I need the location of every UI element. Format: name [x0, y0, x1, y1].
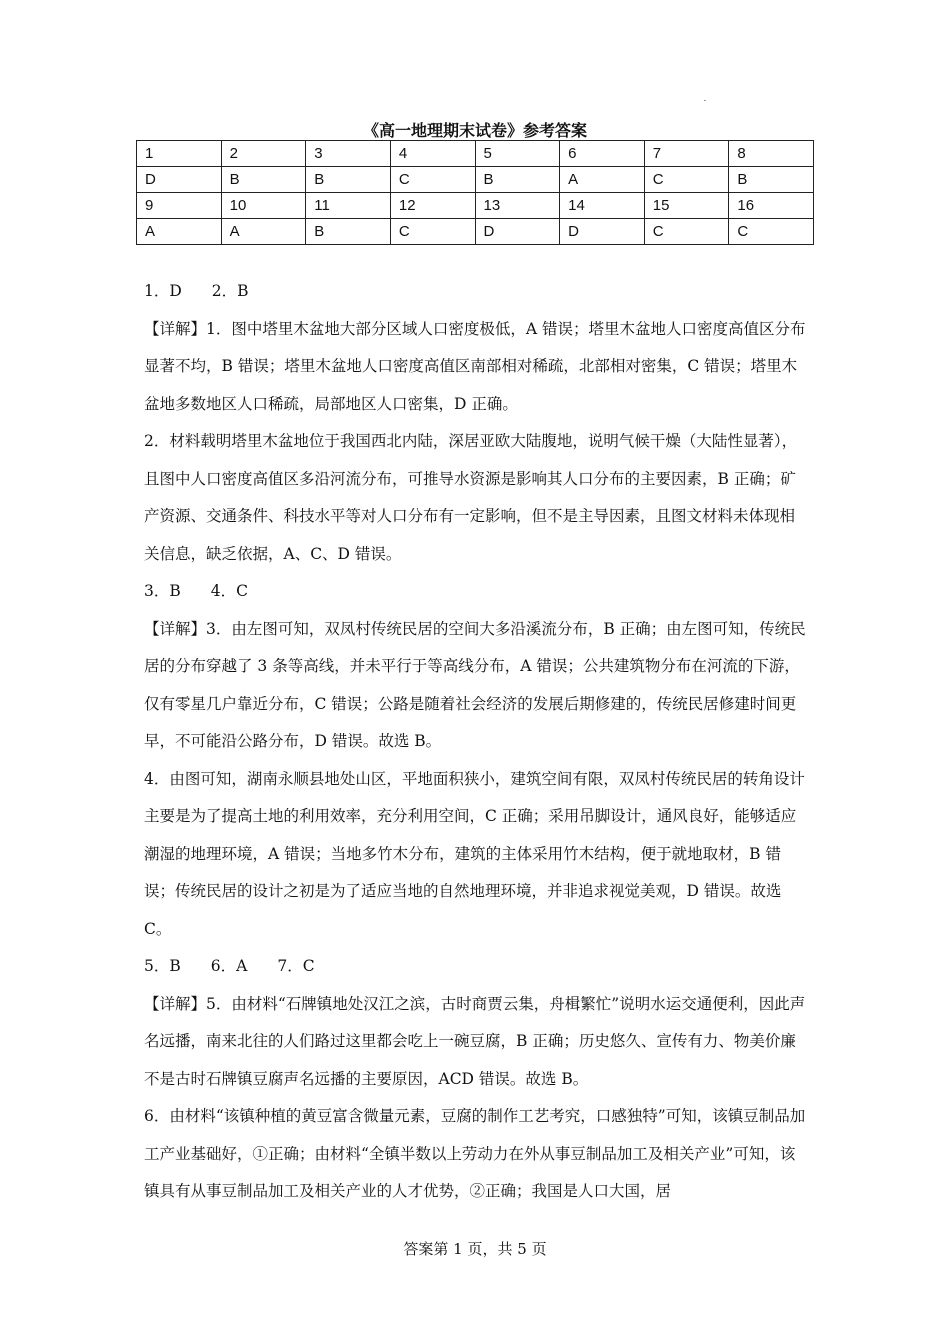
- explanation-paragraph: 【详解】3．由左图可知，双凤村传统民居的空间大多沿溪流分布，B 正确；由左图可知，传统民居的分布穿越了 3 条等高线，并未平行于等高线分布，A 错误；公共建筑物分布在河流的下游，仅有零星几户靠近分布，C 错误；公路是随着社会经济的发展后期修建的，传统民居修建时间更早，不可能沿公路分布，D 错误。故选 B。: [144, 619, 806, 750]
- table-cell: 16: [729, 193, 814, 219]
- scan-mark: [704, 100, 706, 101]
- table-cell: 12: [390, 193, 475, 219]
- table-cell: B: [221, 167, 306, 193]
- answer-item: 1．D: [144, 282, 182, 300]
- answer-summary-line: [144, 273, 810, 311]
- table-cell: 2: [221, 141, 306, 167]
- table-cell: 7: [644, 141, 729, 167]
- answer-key-table: [136, 140, 814, 245]
- table-cell: C: [729, 219, 814, 245]
- table-cell: C: [644, 167, 729, 193]
- answer-summary-line: [144, 948, 810, 986]
- table-cell: 10: [221, 193, 306, 219]
- table-row-question-numbers: [137, 193, 814, 219]
- explanation-paragraph: 2．材料载明塔里木盆地位于我国西北内陆，深居亚欧大陆腹地，说明气候干燥（大陆性显著），且图中人口密度高值区多沿河流分布，可推导水资源是影响其人口分布的主要因素，B 正确；矿产资源、交通条件、科技水平等对人口分布有一定影响，但不是主导因素，且图文材料未体现相关信息，缺乏依据，A、C、D 错误。: [144, 432, 798, 563]
- explanation-paragraph: 4．由图可知，湖南永顺县地处山区，平地面积狭小，建筑空间有限，双凤村传统民居的转角设计主要是为了提高土地的利用效率，充分利用空间，C 正确；采用吊脚设计，通风良好，能够适应潮湿的地理环境，A 错误；当地多竹木分布，建筑的主体采用竹木结构，便于就地取材，B 错误；传统民居的设计之初是为了适应当地的自然地理环境，并非追求视觉美观，D 错误。故选 C。: [144, 769, 805, 938]
- table-cell: 5: [475, 141, 560, 167]
- explanation-body: [144, 273, 810, 1211]
- answer-summary-line: [144, 573, 810, 611]
- table-cell: B: [729, 167, 814, 193]
- table-cell: D: [560, 219, 645, 245]
- table-cell: 3: [306, 141, 391, 167]
- table-cell: 15: [644, 193, 729, 219]
- table-cell: A: [560, 167, 645, 193]
- answer-item: 6．A: [210, 957, 248, 975]
- table-cell: D: [137, 167, 222, 193]
- page-title: 《高一地理期末试卷》参考答案: [362, 121, 587, 140]
- table-row-answers: [137, 167, 814, 193]
- table-row-answers: [137, 219, 814, 245]
- table-cell: B: [306, 219, 391, 245]
- table-cell: 1: [137, 141, 222, 167]
- table-cell: A: [137, 219, 222, 245]
- answer-item: 3．B: [144, 582, 181, 600]
- table-cell: 11: [306, 193, 391, 219]
- answer-item: 2．B: [211, 282, 249, 300]
- answer-item: 7．C: [277, 957, 315, 975]
- page-footer: 答案第 1 页，共 5 页: [403, 1240, 547, 1258]
- table-cell: D: [475, 219, 560, 245]
- table-cell: C: [390, 167, 475, 193]
- table-cell: C: [390, 219, 475, 245]
- table-cell: A: [221, 219, 306, 245]
- table-cell: 14: [560, 193, 645, 219]
- table-cell: 8: [729, 141, 814, 167]
- table-cell: 9: [137, 193, 222, 219]
- table-cell: 13: [475, 193, 560, 219]
- answer-item: 5．B: [144, 957, 181, 975]
- table-cell: C: [644, 219, 729, 245]
- explanation-paragraph: 【详解】1．图中塔里木盆地大部分区域人口密度极低，A 错误；塔里木盆地人口密度高值区分布显著不均，B 错误；塔里木盆地人口密度高值区南部相对稀疏，北部相对密集，C 错误；塔里木盆地多数地区人口稀疏，局部地区人口密集，D 正确。: [144, 319, 806, 413]
- explanation-paragraph: 【详解】5．由材料“石牌镇地处汉江之滨，古时商贾云集，舟楫繁忙”说明水运交通便利，因此声名远播，南来北往的人们路过这里都会吃上一碗豆腐，B 正确；历史悠久、宣传有力、物美价廉不是古时石牌镇豆腐声名远播的主要原因，ACD 错误。故选 B。: [144, 994, 806, 1088]
- explanation-paragraph: 6．由材料“该镇种植的黄豆富含微量元素，豆腐的制作工艺考究，口感独特”可知，该镇豆制品加工产业基础好，①正确；由材料“全镇半数以上劳动力在外从事豆制品加工及相关产业”可知，该镇具有从事豆制品加工及相关产业的人才优势，②正确；我国是人口大国，居: [144, 1107, 806, 1200]
- table-cell: B: [475, 167, 560, 193]
- table-row-question-numbers: [137, 141, 814, 167]
- table-cell: B: [306, 167, 391, 193]
- answer-item: 4．C: [210, 582, 248, 600]
- table-cell: 4: [390, 141, 475, 167]
- table-cell: 6: [560, 141, 645, 167]
